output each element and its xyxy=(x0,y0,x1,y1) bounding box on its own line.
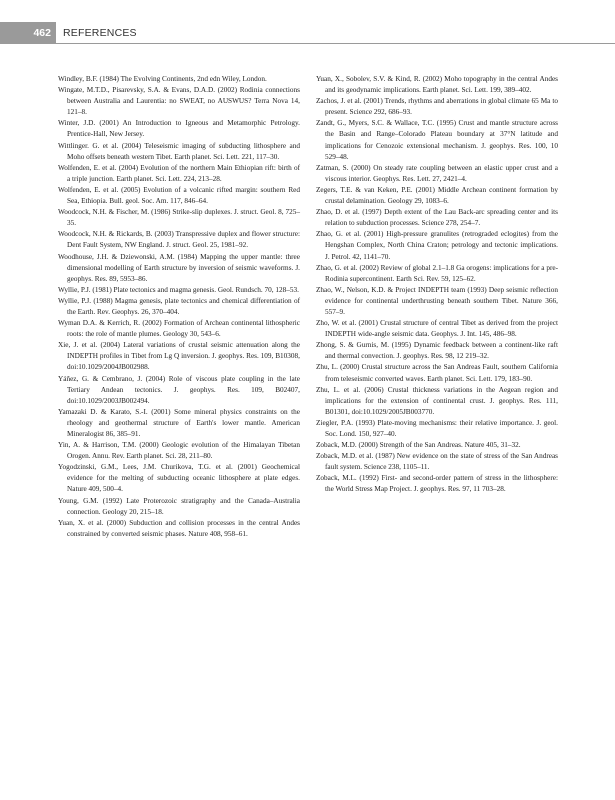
reference-entry: Wyllie, P.J. (1988) Magma genesis, plate tectonics and chemical differentiation of the Earth. Rev. Geophys. 26, 370–404. xyxy=(58,296,300,316)
reference-entry: Zhao, G. et al. (2001) High-pressure granulites (retrograded eclogites) from the Hengshan Complex, North China Craton; petrology and tectonic implications. J. Petrol. 42, 1141–70. xyxy=(316,230,558,261)
reference-entry: Woodhouse, J.H. & Dziewonski, A.M. (1984) Mapping the upper mantle: three dimensional modelling of Earth structure by inversion of seismic waveforms. J. geophys. Res. 89, 5953–86. xyxy=(58,252,300,283)
reference-entry: Zho, W. et al. (2001) Crustal structure of central Tibet as derived from the project INDEPTH wide-angle seismic data. Geophys. J. Int. 145, 486–98. xyxy=(316,319,558,339)
reference-entry: Zegers, T.E. & van Keken, P.E. (2001) Middle Archean continent formation by crustal delamination. Geology 29, 1083–6. xyxy=(316,185,558,206)
reference-entry: Yuan, X., Sobolev, S.V. & Kind, R. (2002) Moho topography in the central Andes and its geodynamic implications. Earth planet. Sci. Lett. 199, 389–402. xyxy=(316,75,558,95)
reference-entry: Wingate, M.T.D., Pisarevsky, S.A. & Evans, D.A.D. (2002) Rodinia connections between Australia and Laurentia: no SWEAT, no AUSWUS? Terra Nova 14, 121–8. xyxy=(58,86,300,117)
reference-entry: Zatman, S. (2000) On steady rate coupling between an elastic upper crust and a viscous interior. Geophys. Res. Lett. 27, 2421–4. xyxy=(316,163,558,183)
header-rule xyxy=(56,43,615,44)
reference-entry: Yáñez, G. & Cembrano, J. (2004) Role of viscous plate coupling in the late Tertiary Andean tectonics. J. geophys. Res. 109, B02407, doi:10.1029/2003JB002494. xyxy=(58,374,300,405)
reference-entry: Zhu, L. et al. (2006) Crustal thickness variations in the Aegean region and implications for the extension of continental crust. J. geophys. Res. 111, B01301, doi:10.1029/2005JB003770. xyxy=(316,385,558,416)
reference-entry: Zhao, D. et al. (1997) Depth extent of the Lau Back-arc spreading center and its relation to subduction processes. Science 278, 254–7. xyxy=(316,208,558,228)
page-header xyxy=(0,22,615,44)
reference-entry: Woodcock, N.H. & Rickards, B. (2003) Transpressive duplex and flower structure: Dent Fault System, NW England. J. struct. Geol. 25, 1981–92. xyxy=(58,230,300,250)
left-column xyxy=(58,74,300,540)
reference-entry: Zachos, J. et al. (2001) Trends, rhythms and aberrations in global climate 65 Ma to present. Science 292, 686–93. xyxy=(316,97,558,117)
running-head: REFERENCES xyxy=(63,27,137,39)
reference-entry: Zoback, M.L. (1992) First- and second-order pattern of stress in the lithosphere: the World Stress Map Project. J. geophys. Res. 97, 11 703–28. xyxy=(316,474,558,494)
reference-entry: Winter, J.D. (2001) An Introduction to Igneous and Metamorphic Petrology. Prentice-Hall, New Jersey. xyxy=(58,119,300,139)
reference-entry: Zhao, W., Nelson, K.D. & Project INDEPTH team (1993) Deep seismic reflection evidence for continental underthrusting beneath southern Tibet. Nature 366, 557–9. xyxy=(316,285,558,316)
reference-entry: Zandt, G., Myers, S.C. & Wallace, T.C. (1995) Crust and mantle structure across the Basin and Range–Colorado Plateau boundary at 37°N latitude and implications for Cenozoic extensional mechanism. J. geophys. Res. 100, 10 529–48. xyxy=(316,119,558,161)
reference-entry: Ziegler, P.A. (1993) Plate-moving mechanisms: their relative importance. J. geol. Soc. Lond. 150, 927–40. xyxy=(316,418,558,438)
reference-entry: Yamazaki D. & Karato, S.-I. (2001) Some mineral physics constraints on the rheology and geothermal structure of Earth's lower mantle. American Mineralogist 86, 385–91. xyxy=(58,407,300,438)
reference-entry: Wittlinger. G. et al. (2004) Teleseismic imaging of subducting lithosphere and Moho offsets beneath western Tibet. Earth planet. Sci. Lett. 221, 117–30. xyxy=(58,141,300,161)
reference-entry: Woodcock, N.H. & Fischer, M. (1986) Strike-slip duplexes. J. struct. Geol. 8, 725–35. xyxy=(58,208,300,228)
reference-entry: Windley, B.F. (1984) The Evolving Continents, 2nd edn Wiley, London. xyxy=(58,75,267,83)
reference-entry: Yuan, X. et al. (2000) Subduction and collision processes in the central Andes constrained by converted seismic phases. Nature 408, 958–61. xyxy=(58,518,300,538)
reference-entry: Wyman D.A. & Kerrich, R. (2002) Formation of Archean continental lithospheric roots: the role of mantle plumes. Geology 30, 543–6. xyxy=(58,319,300,339)
reference-entry: Zoback, M.D. et al. (1987) New evidence on the state of stress of the San Andreas fault system. Science 238, 1105–11. xyxy=(316,452,558,472)
reference-entry: Wyllie, P.J. (1981) Plate tectonics and magma genesis. Geol. Rundsch. 70, 128–53. xyxy=(58,285,299,294)
reference-entry: Zhong, S. & Gurnis, M. (1995) Dynamic feedback between a continent-like raft and thermal convection. J. geophys. Res. 98, 12 219–32. xyxy=(316,341,558,361)
right-column xyxy=(316,74,558,540)
reference-entry: Yin, A. & Harrison, T.M. (2000) Geologic evolution of the Himalayan Tibetan Orogen. Annu. Rev. Earth planet. Sci. 28, 211–80. xyxy=(58,441,300,461)
reference-entry: Zoback, M.D. (2000) Strength of the San Andreas. Nature 405, 31–32. xyxy=(316,441,521,450)
reference-entry: Xie, J. et al. (2004) Lateral variations of crustal seismic attenuation along the INDEPTH profiles in Tibet from Lg Q inversion. J. geophys. Res. 109, B10308, doi:10.1029/2004JB002988. xyxy=(58,341,300,372)
reference-entry: Wolfenden, E. et al. (2004) Evolution of the northern Main Ethiopian rift: birth of a triple junction. Earth planet. Sci. Lett. 224, 213–28. xyxy=(58,163,300,183)
reference-entry: Zhao, G. et al. (2002) Review of global 2.1–1.8 Ga orogens: implications for a pre-Rodinia supercontinent. Earth Sci. Rev. 59, 125–62. xyxy=(316,263,558,283)
reference-entry: Zhu, L. (2000) Crustal structure across the San Andreas Fault, southern California from teleseismic converted waves. Earth planet. Sci. Lett. 179, 183–90. xyxy=(316,363,558,383)
reference-entry: Young, G.M. (1992) Late Proterozoic stratigraphy and the Canada–Australia connection. Geology 20, 215–18. xyxy=(58,496,300,516)
page-number: 462 xyxy=(0,22,56,44)
reference-entry: Wolfenden, E. et al. (2005) Evolution of a volcanic rifted margin: southern Red Sea, Ethiopia. Bull. geol. Soc. Am. 117, 846–64. xyxy=(58,185,300,206)
reference-columns xyxy=(58,74,558,540)
reference-entry: Yogodzinski, G.M., Lees, J.M. Churikova, T.G. et al. (2001) Geochemical evidence for the melting of subducting oceanic lithosphere at plate edges. Nature 409, 500–4. xyxy=(58,463,300,494)
